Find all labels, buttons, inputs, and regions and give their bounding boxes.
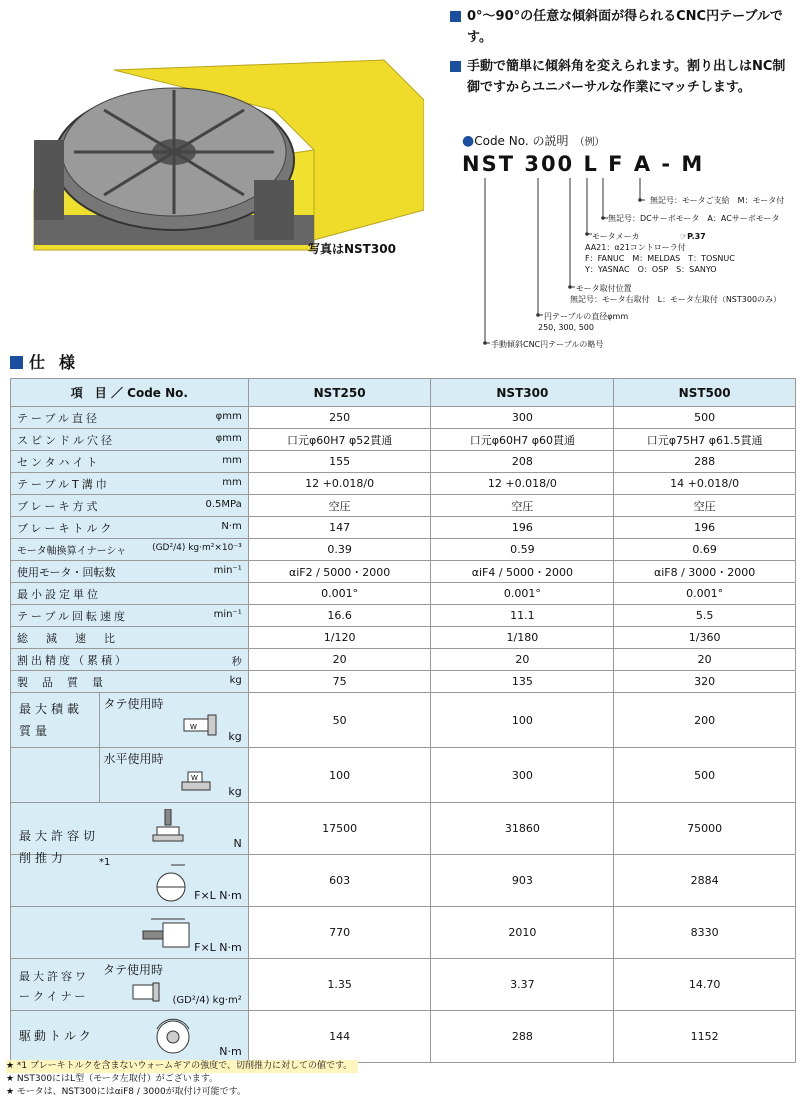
bullet-square-icon — [450, 11, 461, 22]
feature-bullet: 手動で簡単に傾斜角を変えられます。割り出しはNC制御ですからユニバーサルな作業にマッチします。 — [450, 56, 790, 98]
section-title: 仕様 — [10, 350, 89, 373]
table-row: テーブル回転速度 min⁻¹ 16.6 11.1 5.5 — [11, 605, 796, 627]
code-note: 無記号：DCサーボモータ A：ACサーボモータ — [608, 214, 780, 223]
bullet-dot-icon: ● — [462, 133, 475, 149]
code-note: Y：YASNAC O：OSP S：SANYO — [585, 265, 717, 274]
footnote: ★ モータは、NST300にはαiF8 / 3000が取付け可能です。 — [6, 1087, 246, 1097]
table-row: 水平使用時 W kg 100 300 500 — [11, 748, 796, 803]
code-note: 円テーブルの直径φmm — [544, 312, 629, 321]
table-row: テーブル直径 φmm 250 300 500 — [11, 407, 796, 429]
table-row: テーブルT溝巾 mm 12 +0.018/0 12 +0.018/0 14 +0.018/0 — [11, 473, 796, 495]
horizontal-load-diagram-icon — [180, 768, 220, 794]
table-row: 駆動トルク N·m 144 288 1152 — [11, 1011, 796, 1063]
code-note: 無記号：モータ右取付 L：モータ左取付（NST300のみ） — [570, 295, 782, 304]
svg-text:W: W — [189, 723, 197, 731]
max-inertia-group-label: 最大許容ワークイナー — [19, 970, 89, 1003]
table-row: 最大許容ワークイナー タテ使用時 (GD²/4) kg·m² 1.35 3.37 14.70 — [11, 959, 796, 1011]
torque-diagram-icon — [151, 1015, 195, 1059]
table-row: センタハイト mm 155 208 288 — [11, 451, 796, 473]
table-row: 製品質量 kg 75 135 320 — [11, 671, 796, 693]
footnote: ★ *1 ブレーキトルクを含まないウォームギアの強度で、切削推力に対しての値です。 — [6, 1060, 358, 1073]
feature-bullets — [450, 6, 790, 106]
drive-torque-label: 駆動トルク — [19, 1029, 94, 1043]
table-row: 最小設定単位 0.001° 0.001° 0.001° — [11, 583, 796, 605]
code-note: 無記号：モータご支給 M：モータ付 — [650, 196, 785, 205]
footnote: ★ NST300にはL型（モータ左取付）がございます。 — [6, 1074, 218, 1084]
spec-table — [10, 378, 796, 1063]
code-note-pageref: ☞P.37 — [680, 232, 706, 241]
vertical-load-diagram-icon — [180, 713, 220, 739]
table-header-row — [11, 379, 796, 407]
table-row: モータ軸換算イナーシャ (GD²/4) kg·m²×10⁻³ 0.39 0.59 0.69 — [11, 539, 796, 561]
table-row: ブレーキトルク N·m 147 196 196 — [11, 517, 796, 539]
header-cell: NST250 — [248, 379, 431, 407]
table-row: スピンドル穴径 φmm 口元φ60H7 φ52貫通 口元φ60H7 φ60貫通 口元φ75H7 φ61.5貫通 — [11, 429, 796, 451]
footnotes — [6, 1060, 358, 1099]
code-note: F：FANUC M：MELDAS T：TOSNUC — [585, 254, 735, 263]
table-row: 割出精度（累積） 秒 20 20 20 — [11, 649, 796, 671]
max-force-group-label: 最大許容切削推力 — [19, 829, 100, 865]
product-photo — [14, 40, 424, 255]
code-note: 手動傾斜CNC円テーブルの略号 — [491, 340, 604, 349]
code-example: NST 300 L F A - M — [462, 152, 705, 176]
svg-text:W: W — [190, 774, 198, 782]
feature-bullet: 0°～90°の任意な傾斜面が得られるCNC円テーブルです。 — [450, 6, 790, 48]
code-note: モータメーカ — [592, 232, 640, 241]
code-explain-title: ●Code No. の説明 （例） — [462, 133, 605, 149]
code-note: 250, 300, 500 — [538, 323, 594, 332]
code-note: AA21：α21コントローラ付 — [585, 243, 686, 252]
header-cell: NST300 — [431, 379, 614, 407]
inertia-diagram-icon — [129, 981, 169, 1003]
bullet-square-icon — [450, 61, 461, 72]
code-note: モータ取付位置 — [576, 284, 632, 293]
table-row: 最大積載質量 タテ使用時 W kg 50 100 200 — [11, 693, 796, 748]
max-load-group-label: 最大積載質量 — [11, 693, 99, 747]
header-cell: 項 目 ／ Code No. — [11, 379, 249, 407]
side-force-diagram-icon — [141, 915, 201, 955]
table-row: N 17500 31860 75000 — [11, 803, 796, 855]
radial-force-diagram-icon — [151, 863, 195, 903]
section-square-icon — [10, 356, 23, 369]
photo-caption: 写真はNST300 — [308, 242, 396, 256]
axial-force-diagram-icon — [151, 809, 191, 847]
table-row: F×L N·m 770 2010 8330 — [11, 907, 796, 959]
table-row: ブレーキ方式 0.5MPa 空圧 空圧 空圧 — [11, 495, 796, 517]
table-row: 使用モータ・回転数 min⁻¹ αiF2 / 5000・2000 αiF4 / 5000・2000 αiF8 / 3000・2000 — [11, 561, 796, 583]
header-cell: NST500 — [614, 379, 796, 407]
table-row: 総減速比 1/120 1/180 1/360 — [11, 627, 796, 649]
table-row: 最大許容切削推力 *1 F×L N·m 603 903 2884 — [11, 855, 796, 907]
